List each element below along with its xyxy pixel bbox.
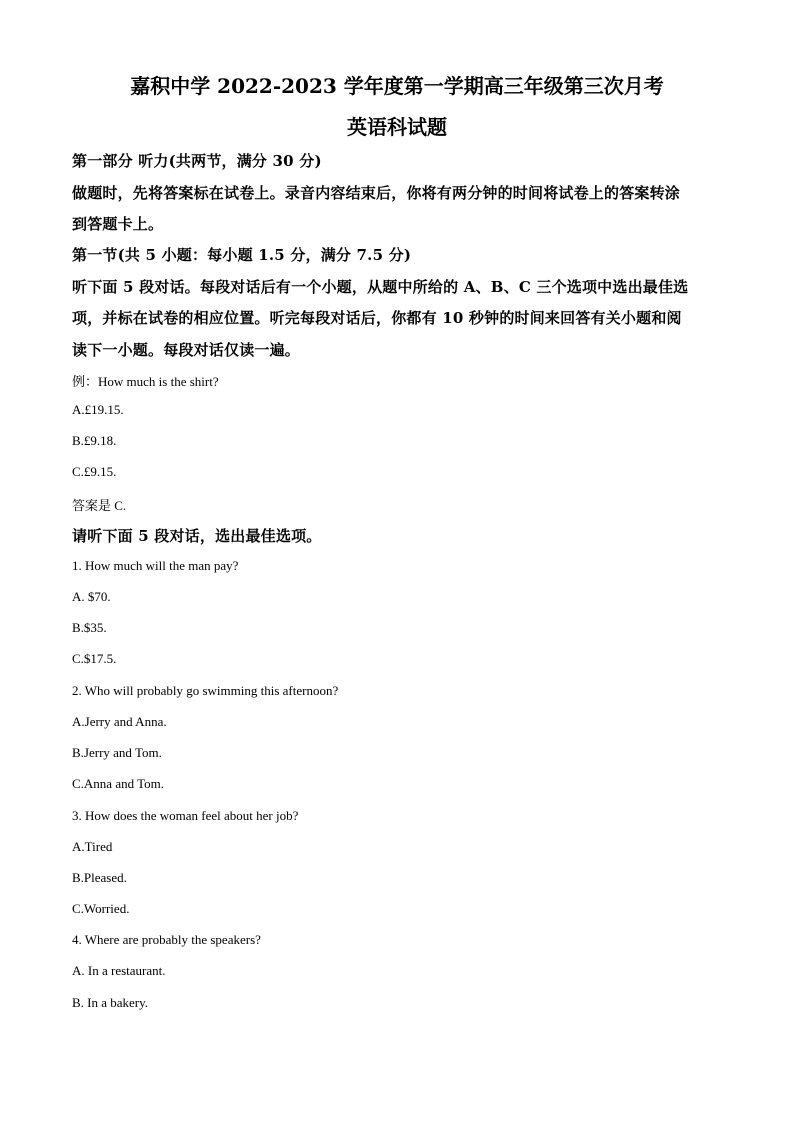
question-option: B.Jerry and Tom. [72, 745, 162, 760]
question-option: C.Worried. [72, 901, 130, 916]
part1-instruction-line: 读下一小题。每段对话仅读一遍。 [72, 341, 301, 359]
example-option: A.£19.15. [72, 402, 124, 417]
example-answer: 答案是 C. [72, 498, 127, 513]
question-option: B.Pleased. [72, 870, 127, 885]
question-option: C.$17.5. [72, 651, 117, 666]
section1-instruction-line: 做题时，先将答案标在试卷上。录音内容结束后，你将有两分钟的时间将试卷上的答案转涂 [72, 184, 681, 202]
question-stem: 4. Where are probably the speakers? [72, 932, 261, 947]
question-option: A.Tired [72, 839, 113, 854]
question-stem: 2. Who will probably go swimming this afternoon? [72, 683, 339, 698]
exam-title: 嘉积中学 2022-2023 学年度第一学期高三年级第三次月考 [130, 74, 664, 98]
question-option: A.Jerry and Anna. [72, 714, 167, 729]
section1-instruction-line: 到答题卡上。 [72, 215, 164, 233]
listening-prompt: 请听下面 5 段对话，选出最佳选项。 [72, 527, 322, 545]
question-option: A. In a restaurant. [72, 963, 166, 978]
example-option: B.£9.18. [72, 433, 117, 448]
question-option: B.$35. [72, 620, 107, 635]
question-stem: 1. How much will the man pay? [72, 558, 239, 573]
example-question: 例：How much is the shirt? [72, 374, 219, 389]
question-option: A. $70. [72, 589, 111, 604]
part1-heading: 第一节(共 5 小题：每小题 1.5 分，满分 7.5 分) [72, 246, 412, 264]
question-option: C.Anna and Tom. [72, 776, 165, 791]
example-option: C.£9.15. [72, 464, 117, 479]
section1-heading: 第一部分 听力(共两节，满分 30 分) [72, 152, 322, 170]
question-option: B. In a bakery. [72, 995, 149, 1010]
part1-instruction-line: 项，并标在试卷的相应位置。听完每段对话后，你都有 10 秒钟的时间来回答有关小题和阅 [72, 309, 682, 327]
exam-subtitle: 英语科试题 [347, 115, 447, 139]
part1-instruction-line: 听下面 5 段对话。每段对话后有一个小题，从题中所给的 A、B、C 三个选项中选出最佳选 [72, 278, 689, 296]
question-stem: 3. How does the woman feel about her job? [72, 808, 299, 823]
